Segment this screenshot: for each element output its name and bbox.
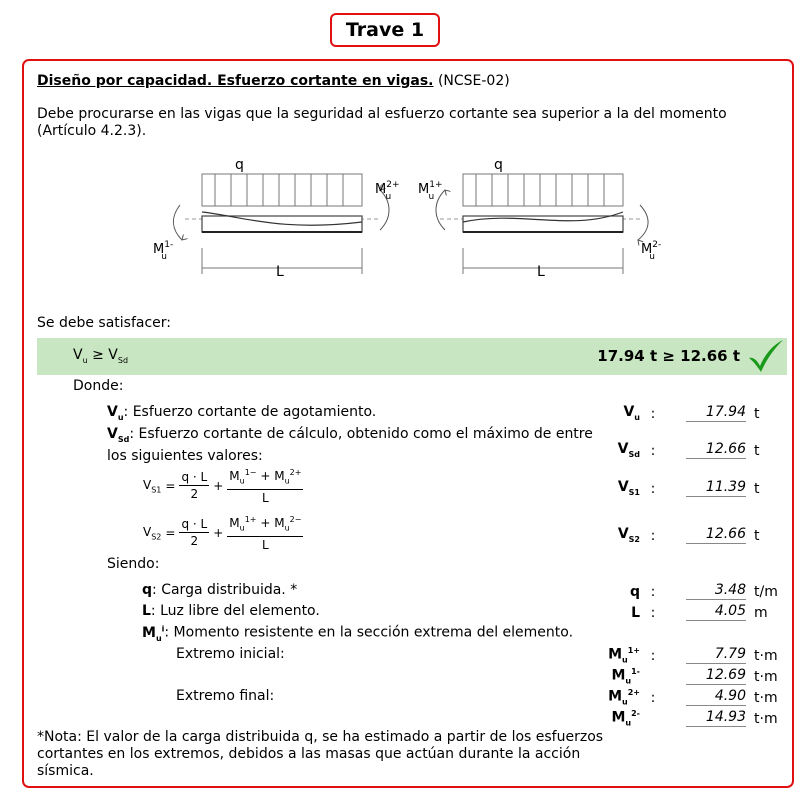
mu1m-value: 12.69 [686,667,746,685]
span-label-left: L [276,264,284,280]
span-label-right: L [537,264,545,280]
footnote: *Nota: El valor de la carga distribuida q, se ha estimado a partir de los esfuerzos cortantes en los extremos, debidos a las masas que actúan durante la acción sísmica. [37,729,604,779]
beam-left [153,157,400,280]
vs2-value: 12.66 [686,526,746,544]
m-left-1: $M^{1-}u$ [153,240,174,262]
mu1p-row: $M_u^{1+}$ : 7.79 t·m [608,646,778,665]
check-icon [745,338,785,374]
vsd-row: $V_{Sd}$ : 12.66 t [617,441,760,459]
m-right-1: $M^{1+}$ u [418,180,443,202]
where-label: Donde: [73,378,124,394]
q-value: 3.48 [686,582,746,600]
vs1-row: $V_{S1}$ : 11.39 t [617,479,760,497]
mu2m-row: $M_u^{2-}$ 14.93 t·m [611,709,778,728]
intro-text: Debe procurarse en las vigas que la seguridad al esfuerzo cortante sea superior a la del momento (Artículo 4.2.3). [37,106,727,139]
m-left-2: $M^{2+}$ u [375,180,400,202]
vs1-value: 11.39 [686,479,746,497]
l-value: 4.05 [686,603,746,621]
mu2p-row: $M_u^{2+}$ : 4.90 t·m [608,688,778,707]
satisfy-label: Se debe satisfacer: [37,315,171,331]
page-title: Trave 1 [330,13,440,47]
condition-formula: $V_u \ge V_{Sd}$ [73,347,129,365]
vs1-formula: $V_{S1}$ = $\frac{q \cdot L}{2}$ + $\frac{M_u^{1-} + M_u^{2+}}{L}$ [143,468,302,506]
vs2-formula: $V_{S2}$ = $\frac{q \cdot L}{2}$ + $\frac{M_u^{1+} + M_u^{2-}}{L}$ [143,515,302,553]
final-label: Extremo final: [176,688,275,704]
vs2-row: $V_{S2}$ : 12.66 t [617,526,760,544]
vsd-desc: $V_{Sd}$: Esfuerzo cortante de cálculo, obtenido como el máximo de entre los siguientes valores: [107,426,593,464]
vu-row: $V_u$ : 17.94 t [623,404,760,422]
load-label-right: q [494,157,503,173]
vsd-value: 12.66 [686,441,746,459]
section-heading [37,73,510,89]
m-right-2: $M^{2-}u$ [641,240,662,262]
load-label-left: q [235,157,244,173]
vu-desc: $V_u$: Esfuerzo cortante de agotamiento. [107,404,377,422]
initial-label: Extremo inicial: [176,646,285,662]
l-desc: L: Luz libre del elemento. [142,603,320,619]
vu-value: 17.94 [686,404,746,422]
mu2m-value: 14.93 [686,709,746,727]
mu2p-value: 4.90 [686,688,746,706]
mu1p-value: 7.79 [686,646,746,664]
beam-diagram [140,150,680,290]
mu1m-row: $M_u^{1-}$ 12.69 t·m [611,667,778,686]
being-label: Siendo: [107,556,160,572]
mu-desc: $M_u^i$: Momento resistente en la sección extrema del elemento. [142,624,574,643]
q-desc: q: Carga distribuida. * [142,582,298,598]
condition-result: 17.94 t ≥ 12.66 t [597,347,740,365]
beam-right [418,157,661,280]
section-title: Diseño por capacidad. Esfuerzo cortante en vigas. [37,73,434,89]
q-row: q : 3.48 t/m [629,582,778,600]
l-row: L : 4.05 m [631,603,768,621]
section-norm: (NCSE-02) [437,73,510,89]
